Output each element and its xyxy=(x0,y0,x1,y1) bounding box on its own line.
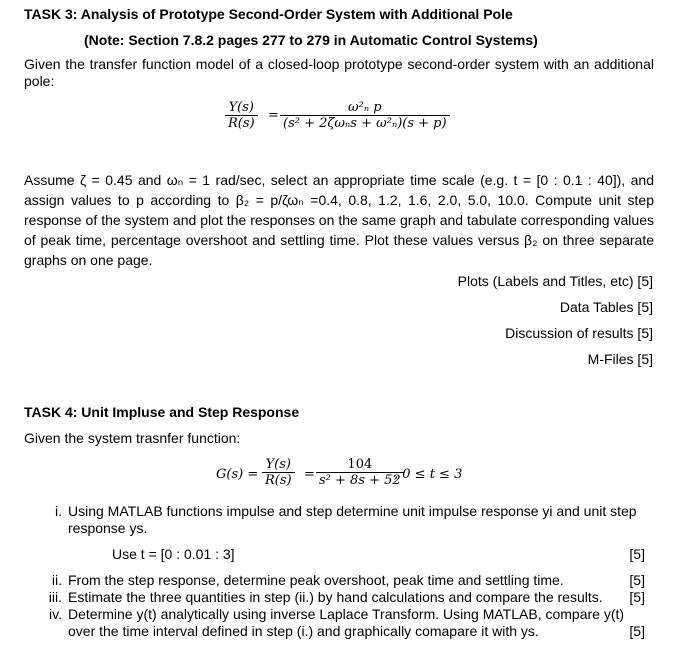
task4-eq-rhs-num: 104 xyxy=(347,457,373,472)
task3-paragraph: Assume ζ = 0.45 and ωₙ = 1 rad/sec, select an appropriate time scale (e.g. t = [0 : 0.1 : 40]), and assign values to p according to β₂ = p/ζωₙ =0.4, 0.8, 1.2, 1.6, 2.0, 5.0, 10.0. Compute unit step response of the system and plot the responses on the same graph and tabulate corresponding values of peak time, percentage overshoot and settling time. Plot these values versus β₂ on three separate graphs on one page. xyxy=(24,172,654,268)
task4-eq-lhs-den: R(s) xyxy=(262,472,295,488)
task3-mark-mfiles: M-Files [5] xyxy=(587,351,653,367)
task4-time-vector: Use t = [0 : 0.01 : 3] xyxy=(112,546,235,562)
task4-item-iii-numeral: iii. xyxy=(48,589,62,605)
task4-intro: Given the system trasnfer function: xyxy=(24,430,241,446)
task4-item-ii-mark: [5] xyxy=(629,572,645,588)
task3-eq-equals: = xyxy=(268,108,279,123)
task3-eq-lhs-den: R(s) xyxy=(225,115,258,131)
task4-eq-lhs-num: Y(s) xyxy=(265,457,291,472)
task4-eq-equals: = xyxy=(304,467,315,482)
task3-mark-discussion: Discussion of results [5] xyxy=(505,325,653,341)
task4-item-ii-text: From the step response, determine peak overshoot, peak time and settling time. xyxy=(68,572,564,588)
task3-eq-lhs-num: Y(s) xyxy=(228,100,254,115)
task4-item-iv-text: Determine y(t) analytically using inverse Laplace Transform. Using MATLAB, compare y(t) over the time interval defined in step (i.) and graphically comapare it with ys. xyxy=(68,606,625,639)
task4-item-iii-mark: [5] xyxy=(629,589,645,605)
task4-eq-rhs-den: s² + 8s + 52 xyxy=(316,472,404,488)
task4-time-vector-mark: [5] xyxy=(629,546,645,562)
task4-eq-domain: , 0 ≤ t ≤ 3 xyxy=(394,467,463,482)
task4-item-ii-numeral: ii. xyxy=(51,572,62,588)
task4-eq-lhs xyxy=(262,457,295,488)
task3-title: TASK 3: Analysis of Prototype Second-Order System with Additional Pole xyxy=(24,6,513,22)
task4-item-i-text: Using MATLAB functions impulse and step determine unit impulse response yi and unit step response ys. xyxy=(68,503,637,536)
task3-eq-rhs-num: ω²ₙ p xyxy=(348,100,382,115)
task3-mark-tables: Data Tables [5] xyxy=(559,299,653,315)
task3-eq-lhs xyxy=(225,100,258,131)
task4-title: TASK 4: Unit Impluse and Step Response xyxy=(24,404,300,420)
task4-eq-rhs xyxy=(316,457,404,488)
task4-eq-g: G(s) = xyxy=(216,467,259,482)
task4-item-iii-text: Estimate the three quantities in step (ii.) by hand calculations and compare the results. xyxy=(68,589,603,605)
task3-note: (Note: Section 7.8.2 pages 277 to 279 in Automatic Control Systems) xyxy=(84,32,538,48)
task3-eq-rhs xyxy=(280,100,450,131)
task4-item-i-numeral: i. xyxy=(55,503,62,519)
task3-eq-rhs-den: (s² + 2ζωₙs + ω²ₙ)(s + p) xyxy=(280,115,450,131)
task3-intro: Given the transfer function model of a closed-loop prototype second-order system with an additional pole: xyxy=(24,56,654,89)
task4-item-iv-mark: [5] xyxy=(629,623,645,639)
task4-item-iv-numeral: iv. xyxy=(49,606,62,622)
task3-mark-plots: Plots (Labels and Titles, etc) [5] xyxy=(457,273,653,289)
